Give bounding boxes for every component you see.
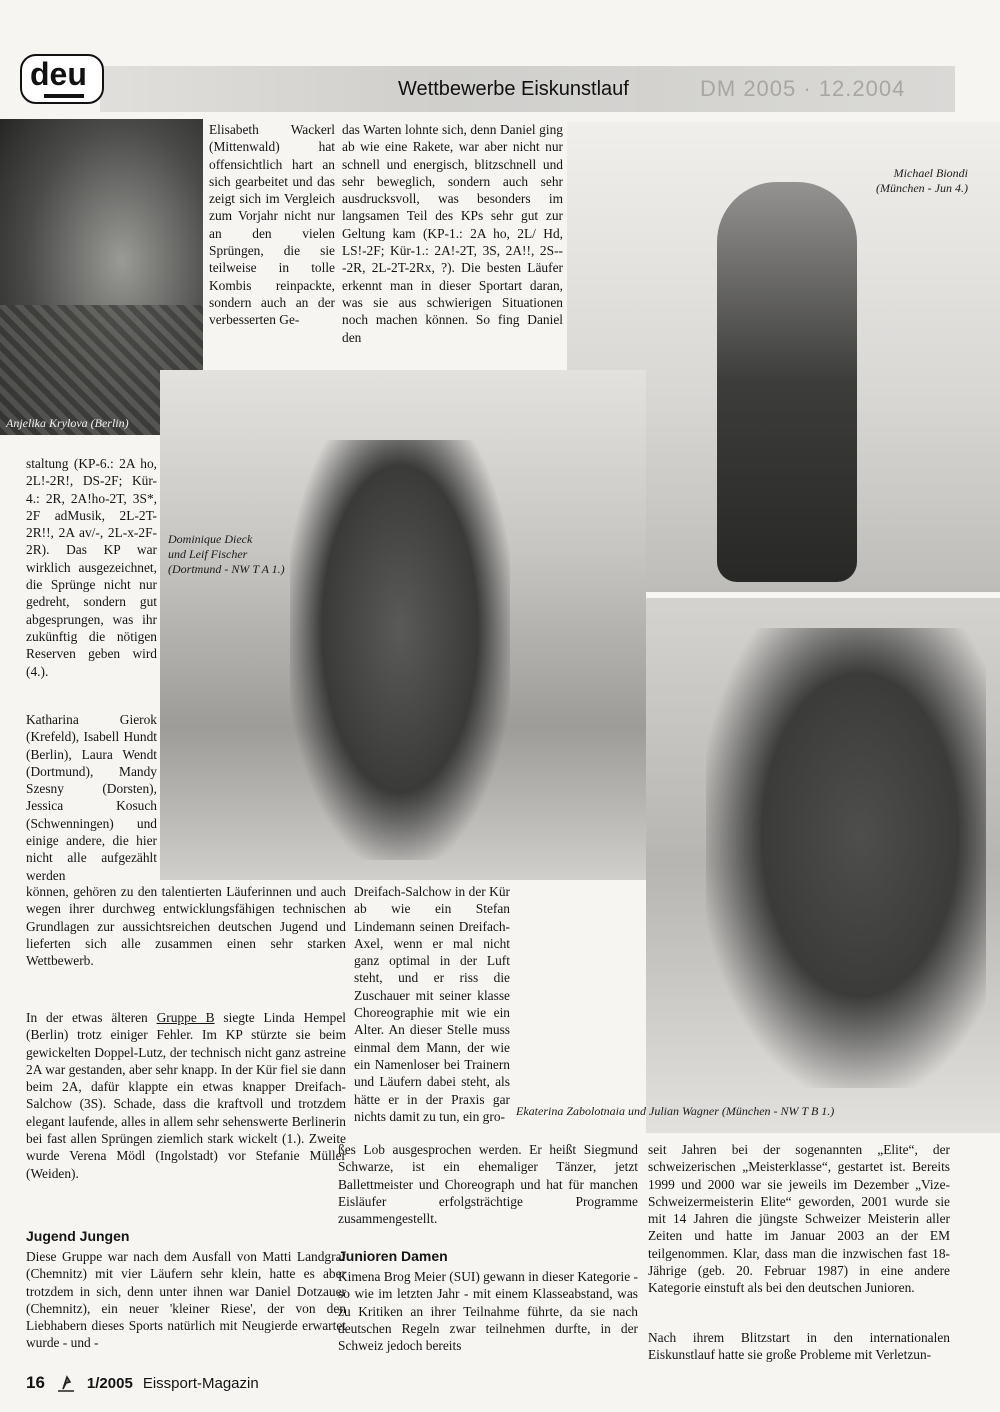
faded-banner-text: DM 2005 · 12.2004 — [700, 76, 906, 101]
column-e: können, gehören zu den talentierten Läuferinnen und auch wegen ihrer durchweg entwicklungsfähigen technischen Grundlagen zur aussichtsreichen deutschen Jugend und lieferten sich alle zusammen einen sehr starken Wettbewerb. — [26, 884, 346, 969]
column-c: staltung (KP-6.: 2A ho, 2L!-2R!, DS-2F; Kür-4.: 2R, 2A!ho-2T, 3S*, 2F adMusik, 2L-2T-2R!!, 2A av/-, 2L-x-2F-2R). Das KP war wirklich ausgezeichnet, die Sprünge nicht nur gedreht, sondern gut abgesprungen, was ihr zukünftig die nötigen Reserven geben wird (4.). — [26, 456, 157, 679]
column-f-body: siegte Linda Hempel (Berlin) trotz einiger Fehler. Im KP stürzte sie beim gewickelten Doppel-Lutz, der technisch nicht ganz astreine 2A war gestanden, aber sehr knapp. In der Kür fiel sie dann beim 2A, dafür klappte ein etwas knapper Dreifach-Salchow (3S). Schade, dass die kraftvoll und trotzdem elegant laufende, alles in allem sehr sehenswerte Berlinerin bei fast allen Sprüngen ziemlich stark wickelt (1.). Zweite wurde Verena Mödl (Ingolstadt) vor Stefanie Müller (Weiden). — [26, 1010, 346, 1181]
skater-pair — [706, 628, 986, 1088]
column-d: Katharina Gierok (Krefeld), Isabell Hundt (Berlin), Laura Wendt (Dortmund), Mandy Szesny (Dorsten), Jessica Kosuch (Schwenningen) und einige andere, die hier nicht alle aufgezählt werden — [26, 712, 157, 883]
column-f-intro: In der etwas älteren — [26, 1010, 157, 1025]
column-b: das Warten lohnte sich, denn Daniel ging ab wie eine Rakete, war aber nicht nur schnell und energisch, blitzschnell und sehr beweglich, sondern auch sehr ausdrucksvoll, was besonders im langsamen Teil des KPs sehr gut zur Geltung kam (KP-1.: 2A ho, 2L/ Hd, LS!-2F; Kür-1.: 2A!-2T, 3S, 2A!!, 2S---2R, 2L-2T-2Rx, ?). Die besten Läufer erkennt man in dieser Sportart daran, was sie aus schwierigen Situationen noch machen können. So fing Daniel den — [342, 122, 563, 345]
heading-jugend-jungen: Jugend Jungen — [26, 1228, 130, 1244]
footer — [26, 1372, 259, 1394]
column-j: Kimena Brog Meier (SUI) gewann in dieser Kategorie - so wie im letzten Jahr - mit einem Klasseabstand, was zu Kritiken an ihrer Teilnahme führte, da sie nach deutschen Regeln zwar teilnehmen durfte, in der Schweiz jedoch bereits — [338, 1269, 638, 1354]
caption-line: Michael Biondi — [893, 166, 968, 180]
logo — [20, 54, 104, 104]
photo-caption — [168, 532, 285, 577]
photo-caption: Ekaterina Zabolotnaia und Julian Wagner (München - NW T B 1.) — [516, 1104, 835, 1118]
column-f — [26, 1009, 346, 1182]
caption-line: (Dortmund - NW T A 1.) — [168, 562, 285, 576]
page-number: 16 — [26, 1373, 45, 1392]
column-g: Diese Gruppe war nach dem Ausfall von Matti Landgraf (Chemnitz) mit vier Läufern sehr klein, hatte es aber trotzdem in sich, denn unter ihnen war Daniel Dotzauer (Chemnitz), ein neuer 'kleiner Riese', der von den Liebhabern dieses Sports natürlich mit Neugierde erwartet wurde - und - — [26, 1249, 346, 1351]
skater-silhouette — [717, 182, 857, 582]
photo-dieck-fischer — [160, 370, 646, 880]
column-k2: Nach ihrem Blitzstart in den internationalen Eiskunstlauf hatte sie große Probleme mit Verletzun- — [648, 1330, 950, 1363]
caption-line: Dominique Dieck — [168, 532, 253, 546]
column-k: seit Jahren bei der sogenannten „Elite“, der schweizerischen „Meisterklasse“, gestartet ist. Bereits 1999 und 2000 war sie jeweils im Dezember „Vize-Schweizermeisterin Elite“ geworden, 2001 wurde sie mit 14 Jahren die jüngste Schweizer Meisterin aller Zeiten und hatte im Januar 2003 an der EM teilgenommen. Klar, dass man die inzwischen fast 18-Jährige (geb. 20. Februar 1987) in eine andere Kategorie einstuft als bei den deutschen Junioren. — [648, 1142, 950, 1296]
issue-number: 1/2005 — [86, 1374, 133, 1392]
magazine-name: Eissport-Magazin — [142, 1374, 259, 1392]
photo-zabolotnaia-wagner — [646, 598, 1000, 1133]
photo-caption — [876, 166, 968, 196]
caption-line: und Leif Fischer — [168, 547, 248, 561]
logo-underline — [44, 94, 84, 98]
column-h: Dreifach-Salchow in der Kür ab wie ein Stefan Lindemann seinen Dreifach-Axel, wenn er mal nicht ganz optimal in der Luft steht, und er riss die Zuschauer mit seiner klasse Choreographie mit wie ein Alter. An dieser Stelle muss einmal dem Mann, der wie ein Namenloser bei Trainern und Läufern dabei steht, als hätte er in der Praxis gar nichts damit zu tun, ein gro- — [354, 884, 510, 1124]
skater-logo-icon — [55, 1373, 77, 1393]
caption-line: (München - Jun 4.) — [876, 181, 968, 195]
column-a: Elisabeth Wackerl (Mittenwald) hat offensichtlich hart an sich gearbeitet und das zeigt sich im Vergleich zum Vorjahr nicht nur an den vielen Sprüngen, die sie teilweise in tolle Kombis reinpackte, sondern auch an der verbesserten Ge- — [209, 122, 335, 328]
column-i: ßes Lob ausgesprochen werden. Er heißt Siegmund Schwarze, ist ein ehemaliger Tänzer, jetzt Ballettmeister und Choreograph und hat für manchen Eisläufer erfolgsträchtige Programme zusammengestellt. — [338, 1142, 638, 1227]
heading-junioren-damen: Junioren Damen — [338, 1248, 448, 1264]
photo-caption: Anjelika Krylova (Berlin) — [6, 416, 129, 430]
gruppe-b-link[interactable]: Gruppe B — [156, 1010, 215, 1025]
section-title: Wettbewerbe Eiskunstlauf — [398, 78, 629, 100]
skater-pair — [290, 440, 510, 860]
logo-text: deu — [30, 56, 87, 92]
